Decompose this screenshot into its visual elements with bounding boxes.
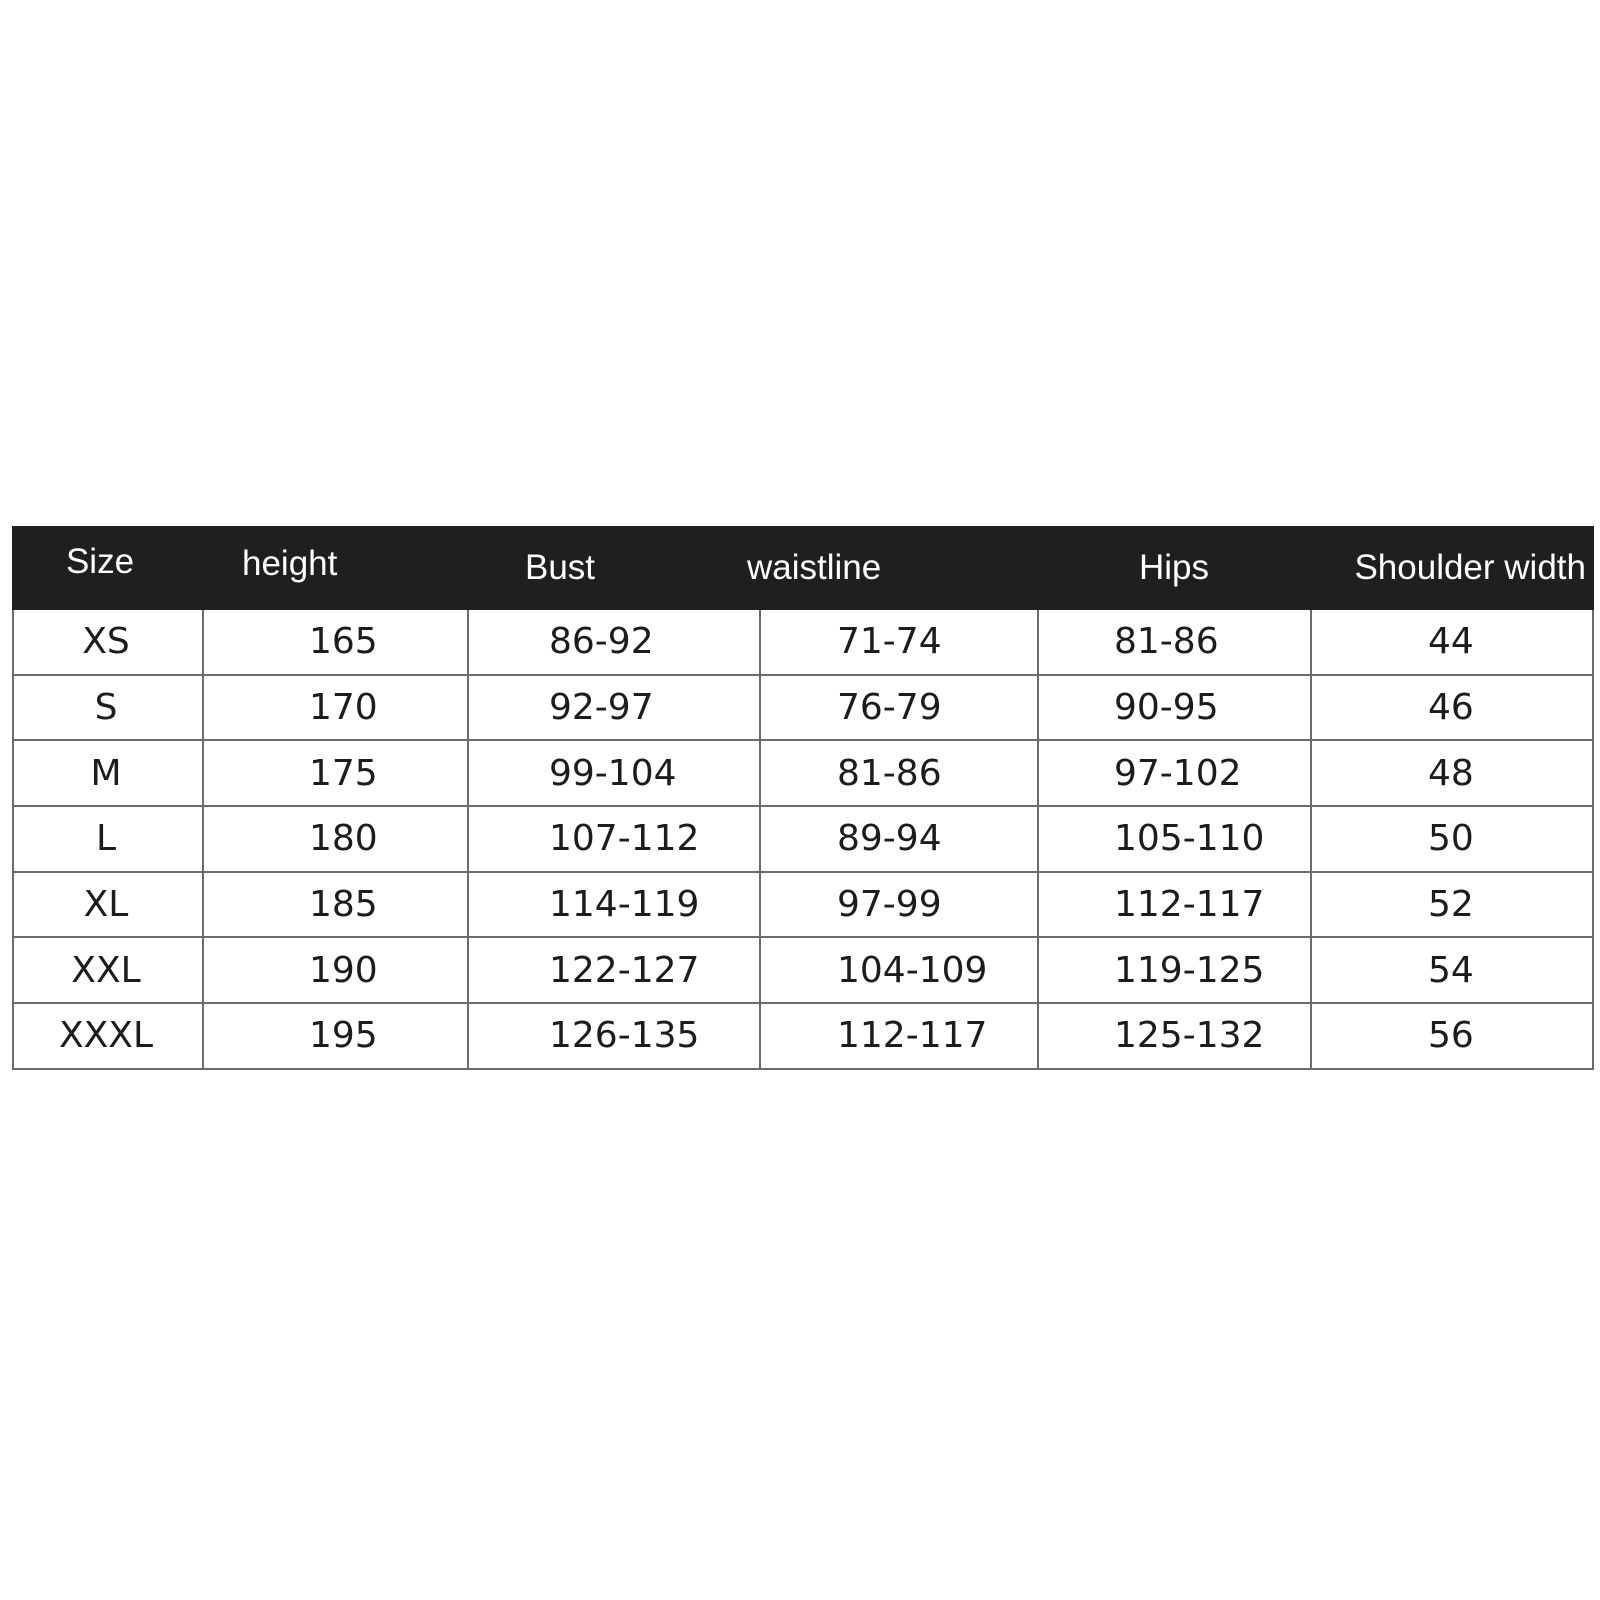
cell-size: S bbox=[13, 675, 203, 741]
size-chart-table bbox=[12, 526, 1594, 1070]
table-row bbox=[13, 1003, 1593, 1069]
cell-bust: 126-135 bbox=[468, 1003, 760, 1069]
cell-shoulder-width: 48 bbox=[1311, 740, 1593, 806]
cell-hips: 81-86 bbox=[1038, 609, 1311, 675]
table-row bbox=[13, 675, 1593, 741]
header-height: height bbox=[203, 527, 468, 609]
cell-waistline: 89-94 bbox=[760, 806, 1038, 872]
cell-bust: 86-92 bbox=[468, 609, 760, 675]
table-row bbox=[13, 609, 1593, 675]
cell-shoulder-width: 54 bbox=[1311, 937, 1593, 1003]
cell-size: L bbox=[13, 806, 203, 872]
cell-size: XS bbox=[13, 609, 203, 675]
cell-bust: 122-127 bbox=[468, 937, 760, 1003]
cell-hips: 125-132 bbox=[1038, 1003, 1311, 1069]
cell-height: 185 bbox=[203, 872, 468, 938]
table-row bbox=[13, 937, 1593, 1003]
cell-waistline: 97-99 bbox=[760, 872, 1038, 938]
table-row bbox=[13, 740, 1593, 806]
cell-bust: 107-112 bbox=[468, 806, 760, 872]
cell-size: XXXL bbox=[13, 1003, 203, 1069]
cell-waistline: 104-109 bbox=[760, 937, 1038, 1003]
cell-height: 165 bbox=[203, 609, 468, 675]
header-bust: Bust bbox=[468, 527, 760, 609]
cell-waistline: 112-117 bbox=[760, 1003, 1038, 1069]
size-chart-header bbox=[13, 527, 1593, 609]
cell-height: 190 bbox=[203, 937, 468, 1003]
header-row bbox=[13, 527, 1593, 609]
cell-hips: 112-117 bbox=[1038, 872, 1311, 938]
cell-size: XL bbox=[13, 872, 203, 938]
cell-height: 195 bbox=[203, 1003, 468, 1069]
cell-size: M bbox=[13, 740, 203, 806]
header-hips: Hips bbox=[1038, 527, 1311, 609]
header-shoulder-width: Shoulder width bbox=[1311, 527, 1593, 609]
cell-size: XXL bbox=[13, 937, 203, 1003]
cell-height: 170 bbox=[203, 675, 468, 741]
cell-bust: 99-104 bbox=[468, 740, 760, 806]
header-waistline: waistline bbox=[760, 527, 1038, 609]
cell-bust: 92-97 bbox=[468, 675, 760, 741]
cell-height: 180 bbox=[203, 806, 468, 872]
size-chart-body bbox=[13, 609, 1593, 1069]
table-row bbox=[13, 806, 1593, 872]
cell-bust: 114-119 bbox=[468, 872, 760, 938]
cell-hips: 97-102 bbox=[1038, 740, 1311, 806]
header-size: Size bbox=[13, 527, 203, 609]
cell-shoulder-width: 52 bbox=[1311, 872, 1593, 938]
cell-shoulder-width: 44 bbox=[1311, 609, 1593, 675]
cell-shoulder-width: 46 bbox=[1311, 675, 1593, 741]
cell-waistline: 76-79 bbox=[760, 675, 1038, 741]
cell-hips: 119-125 bbox=[1038, 937, 1311, 1003]
table-row bbox=[13, 872, 1593, 938]
cell-waistline: 81-86 bbox=[760, 740, 1038, 806]
cell-height: 175 bbox=[203, 740, 468, 806]
cell-shoulder-width: 56 bbox=[1311, 1003, 1593, 1069]
cell-shoulder-width: 50 bbox=[1311, 806, 1593, 872]
cell-waistline: 71-74 bbox=[760, 609, 1038, 675]
cell-hips: 105-110 bbox=[1038, 806, 1311, 872]
cell-hips: 90-95 bbox=[1038, 675, 1311, 741]
